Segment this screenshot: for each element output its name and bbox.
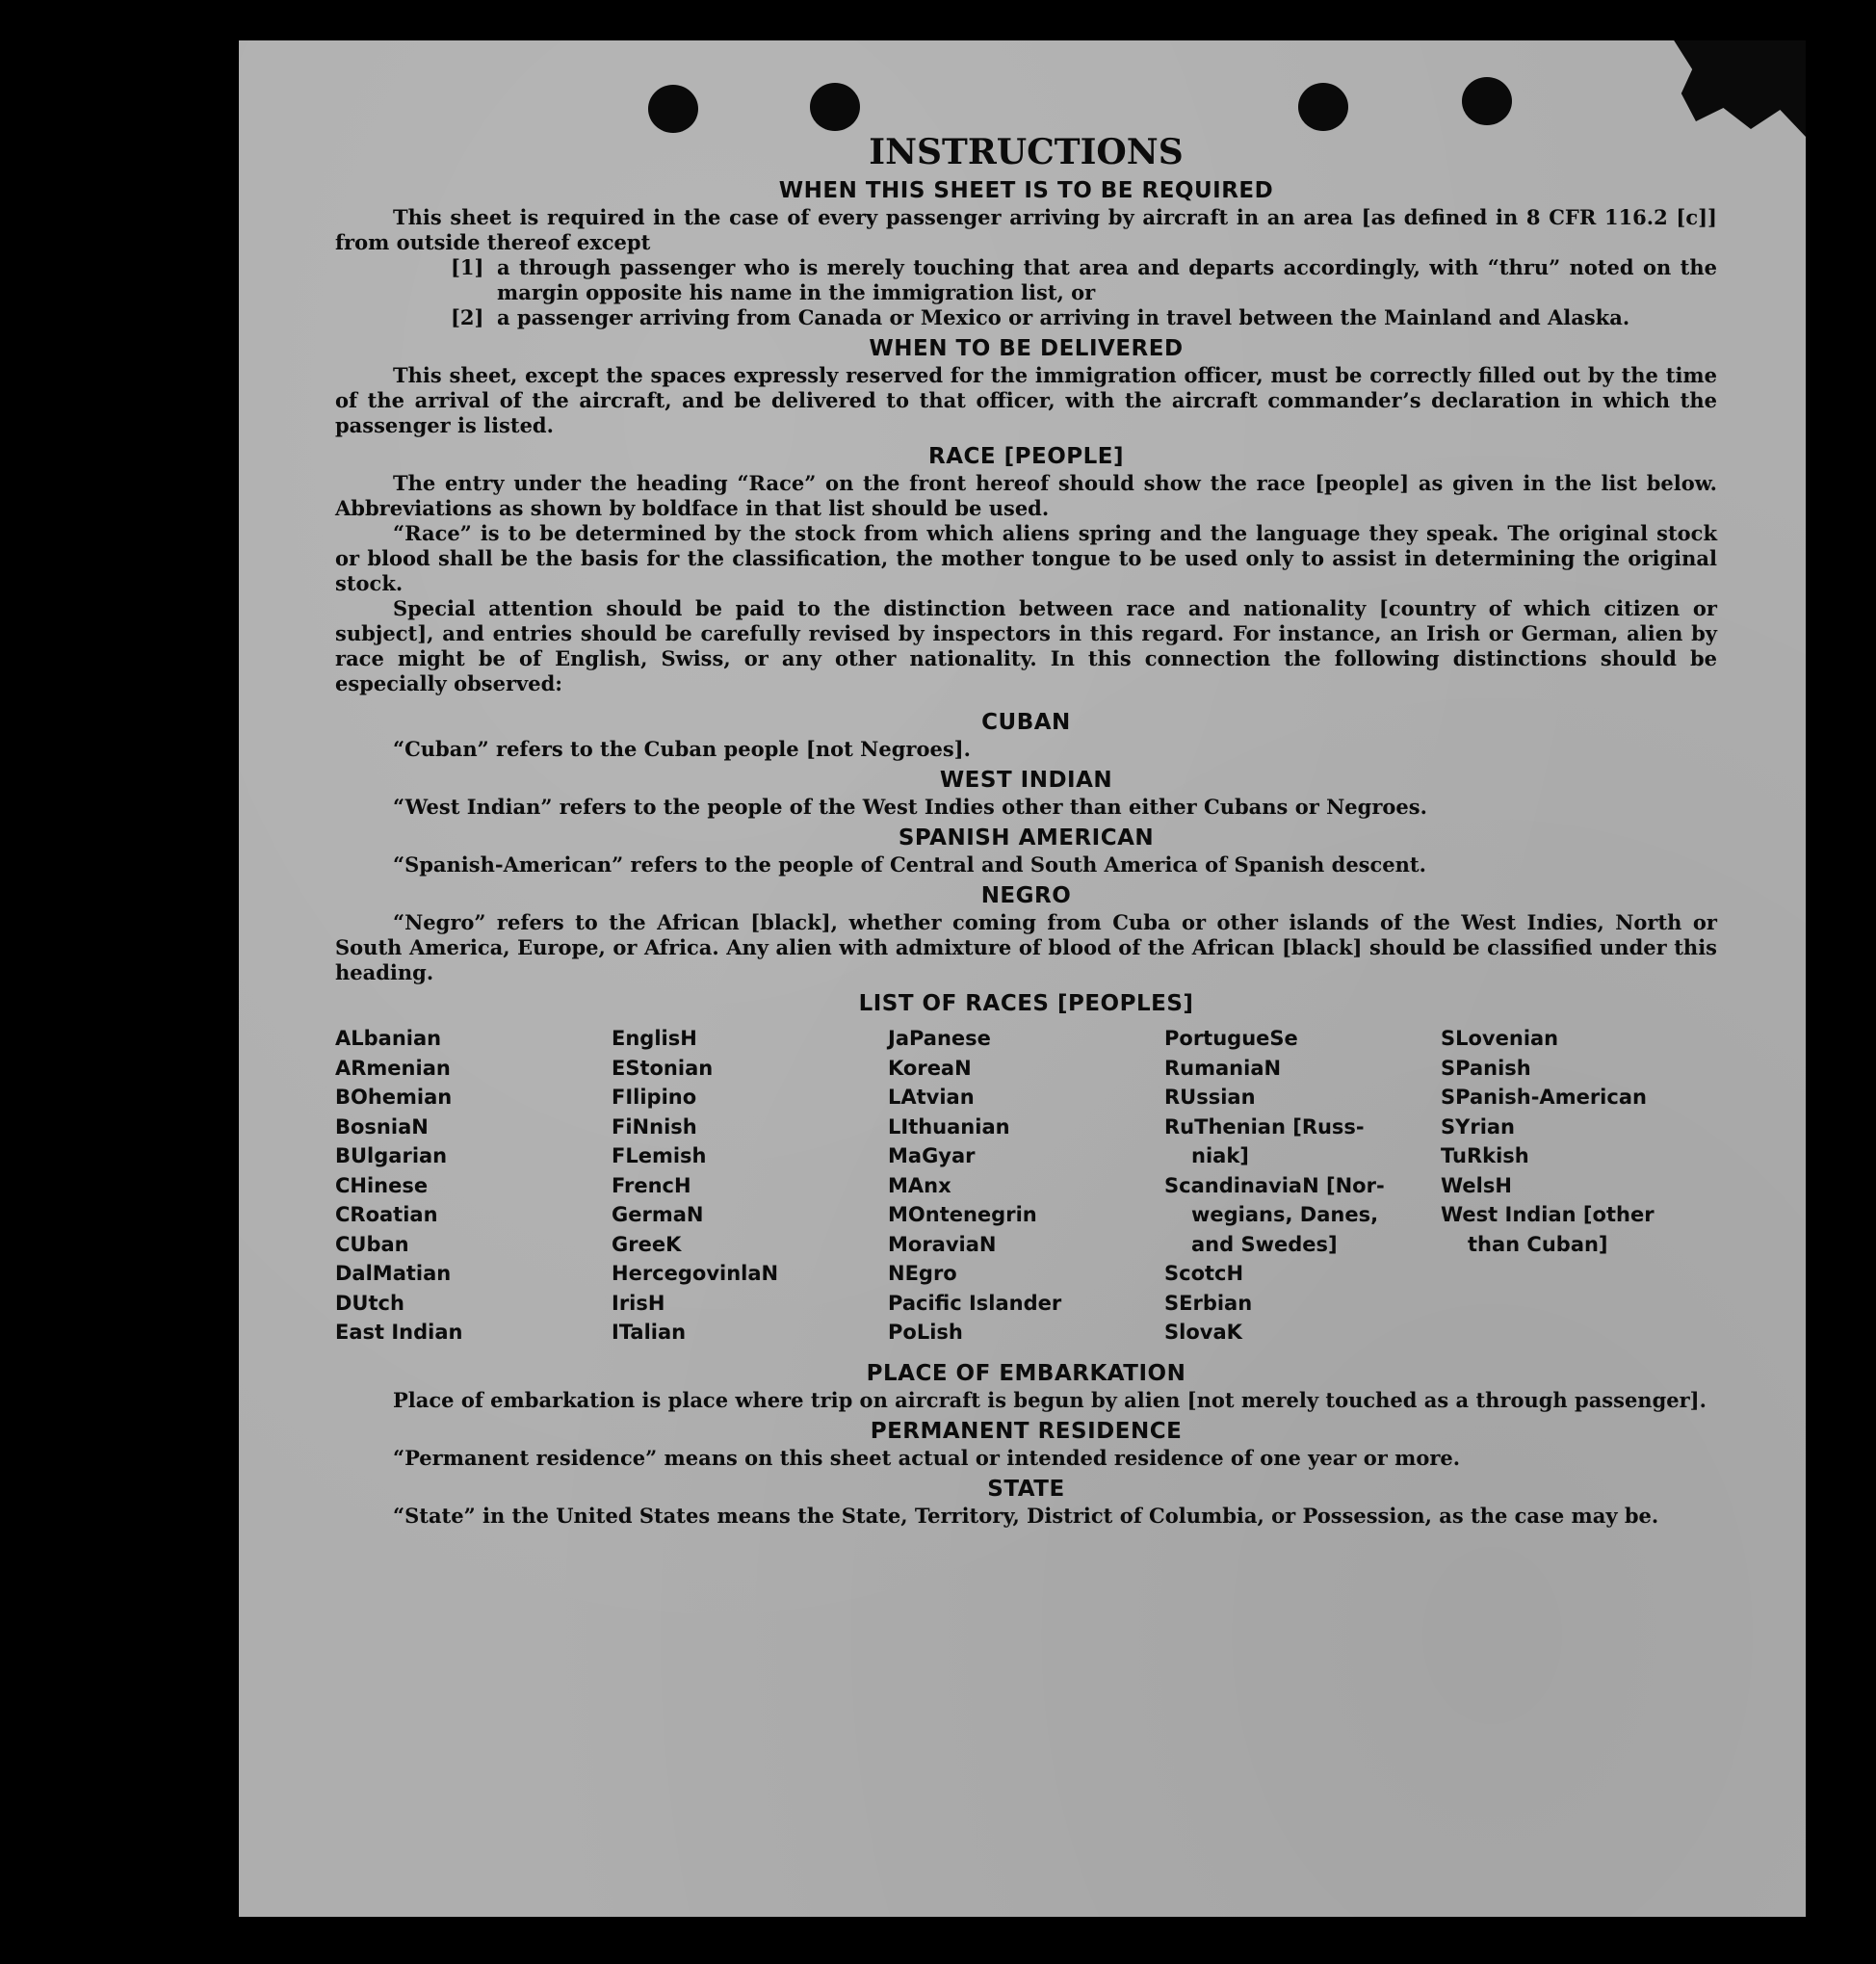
race-item: LAtvian: [888, 1086, 975, 1109]
race-item: DalMatian: [335, 1262, 452, 1285]
heading-spanish-american: SPANISH AMERICAN: [898, 825, 1155, 851]
page-title: INSTRUCTIONS: [869, 132, 1184, 172]
races-column-3: [888, 1024, 1164, 1348]
race-item: MOntenegrin: [888, 1203, 1037, 1226]
race-item: RuThenian [Russ-: [1164, 1114, 1365, 1139]
heading-cuban: CUBAN: [981, 710, 1071, 735]
exception-list: [451, 255, 1717, 330]
heading-negro: NEGRO: [980, 883, 1072, 908]
race-item: MAnx: [888, 1173, 951, 1197]
race-item: CHinese: [335, 1173, 429, 1197]
race-item: than Cuban]: [1468, 1232, 1608, 1256]
races-column-1: [335, 1024, 612, 1348]
race-item: ITalian: [612, 1321, 687, 1344]
race-item: SErbian: [1164, 1291, 1253, 1315]
document-sheet: [239, 40, 1806, 1917]
race-item: BUlgarian: [335, 1144, 448, 1167]
heading-west-indian: WEST INDIAN: [939, 768, 1113, 793]
race-item: SPanish: [1441, 1056, 1531, 1080]
races-list: [335, 1024, 1717, 1348]
race-item: PortugueSe: [1164, 1027, 1298, 1050]
race-paragraph-3: Special attention should be paid to the distinction between race and nationality [country of which citizen or subject], and entries should be carefully revised by inspectors in this regard. For instance, an Irish or German, alien by race might be of English, Swiss, or any other nationality. In this connection the following distinctions should be especially observed:: [335, 596, 1717, 695]
heading-permanent-residence: PERMANENT RESIDENCE: [870, 1418, 1183, 1444]
races-column-4: [1164, 1024, 1441, 1348]
race-item: ScotcH: [1164, 1262, 1244, 1285]
state-text: “State” in the United States means the State, Territory, District of Columbia, or Possession, as the case may be.: [393, 1503, 1659, 1528]
heading-list-of-races: LIST OF RACES [PEOPLES]: [858, 991, 1194, 1016]
race-item: SYrian: [1441, 1114, 1516, 1139]
race-item: FIlipino: [612, 1086, 697, 1109]
heading-race: RACE [PEOPLE]: [928, 444, 1124, 469]
spanish-american-text: “Spanish-American” refers to the people of Central and South America of Spanish descent.: [393, 852, 1426, 877]
race-item: MaGyar: [888, 1144, 976, 1167]
race-paragraph-1: The entry under the heading “Race” on the front hereof should show the race [people] as given in the list below. Abbreviations as shown by boldface in that list should be used.: [335, 471, 1717, 520]
race-item: EStonian: [612, 1056, 714, 1080]
race-item: SLovenian: [1441, 1027, 1559, 1050]
delivered-text: This sheet, except the spaces expressly reserved for the immigration officer, must be correctly filled out by the time of the arrival of the aircraft, and be delivered to that officer, with the aircraft commander’s declaration in which the passenger is listed.: [335, 363, 1717, 437]
race-item: KoreaN: [888, 1056, 972, 1080]
race-paragraph-2: “Race” is to be determined by the stock from which aliens spring and the language they speak. The original stock or blood shall be the basis for the classification, the mother tongue to be used only to assist in determining the original stock.: [335, 521, 1717, 595]
punch-hole: [648, 85, 698, 133]
race-item: RumaniaN: [1164, 1056, 1282, 1080]
heading-delivered: WHEN TO BE DELIVERED: [869, 336, 1184, 361]
instructions-content: [335, 132, 1717, 1529]
punch-hole: [1298, 83, 1348, 131]
negro-text: “Negro” refers to the African [black], whether coming from Cuba or other islands of the West Indies, North or South America, Europe, or Africa. Any alien with admixture of blood of the African [black] should be classified under this heading.: [335, 910, 1717, 984]
race-item: ARmenian: [335, 1056, 451, 1080]
race-item: ScandinaviaN [Nor-: [1164, 1173, 1385, 1197]
race-item: FrencH: [612, 1173, 691, 1197]
race-item: JaPanese: [888, 1027, 991, 1050]
race-item: GermaN: [612, 1203, 704, 1226]
race-item: ALbanian: [335, 1027, 442, 1050]
race-item: CUban: [335, 1232, 409, 1256]
race-item: BOhemian: [335, 1086, 453, 1109]
races-column-5: [1441, 1024, 1717, 1348]
race-item: MoraviaN: [888, 1232, 997, 1256]
race-item: LIthuanian: [888, 1114, 1010, 1139]
race-item: IrisH: [612, 1291, 665, 1315]
race-item: NEgro: [888, 1262, 957, 1285]
race-item: GreeK: [612, 1232, 682, 1256]
heading-state: STATE: [987, 1476, 1065, 1502]
races-column-2: [612, 1024, 888, 1348]
exception-item: [2] a passenger arriving from Canada or Mexico or arriving in travel between the Mainland and Alaska.: [451, 305, 1630, 329]
heading-required: WHEN THIS SHEET IS TO BE REQUIRED: [778, 178, 1274, 203]
race-item: SlovaK: [1164, 1321, 1242, 1344]
race-item: CRoatian: [335, 1203, 438, 1226]
punch-hole: [810, 83, 860, 131]
race-item: FiNnish: [612, 1114, 697, 1139]
race-item: SPanish-American: [1441, 1086, 1647, 1109]
race-item: RUssian: [1164, 1086, 1256, 1109]
race-item: and Swedes]: [1191, 1232, 1338, 1256]
punch-hole: [1462, 77, 1512, 125]
race-item: DUtch: [335, 1291, 404, 1315]
embarkation-text: Place of embarkation is place where trip on aircraft is begun by alien [not merely touched as a through passenger].: [393, 1387, 1707, 1412]
race-item: Pacific Islander: [888, 1291, 1062, 1315]
race-item: BosniaN: [335, 1114, 429, 1139]
west-indian-text: “West Indian” refers to the people of the West Indies other than either Cubans or Negroes.: [393, 795, 1427, 819]
race-item: niak]: [1191, 1144, 1249, 1167]
race-item: EnglisH: [612, 1027, 697, 1050]
exception-item: [1] a through passenger who is merely touching that area and departs accordingly, with “thru” noted on the margin opposite his name in the immigration list, or: [451, 255, 1717, 304]
race-item: East Indian: [335, 1321, 463, 1344]
torn-corner: [1623, 40, 1806, 137]
heading-embarkation: PLACE OF EMBARKATION: [866, 1360, 1186, 1386]
race-item: wegians, Danes,: [1191, 1203, 1379, 1226]
race-item: WelsH: [1441, 1173, 1512, 1197]
race-item: TuRkish: [1441, 1144, 1529, 1167]
race-item: FLemish: [612, 1144, 707, 1167]
race-item: HercegovinlaN: [612, 1262, 779, 1285]
race-item: PoLish: [888, 1321, 963, 1344]
cuban-text: “Cuban” refers to the Cuban people [not Negroes].: [393, 737, 971, 761]
permanent-residence-text: “Permanent residence” means on this sheet actual or intended residence of one year or more.: [393, 1445, 1461, 1470]
race-item: West Indian [other: [1441, 1203, 1655, 1226]
required-intro: This sheet is required in the case of every passenger arriving by aircraft in an area [as defined in 8 CFR 116.2 [c]] from outside thereof except: [335, 205, 1717, 254]
